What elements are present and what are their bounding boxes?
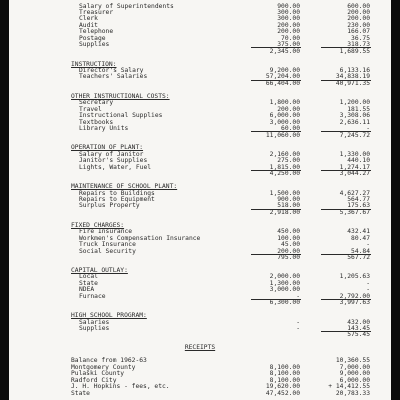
budget-total: 2,345.00 [269, 47, 300, 55]
line-item-label: NDEA [79, 286, 95, 294]
line-item-label: Furnace [79, 292, 106, 300]
budget-amount: - [296, 325, 300, 332]
actual-amount: 10,360.55 [335, 357, 370, 365]
budget-amount: 450.00 [277, 228, 300, 236]
line-item-label: Radford City [71, 376, 117, 384]
actual-total: 575.45 [347, 331, 370, 339]
line-item-label: Supplies [79, 325, 110, 332]
budget-amount: 275.00 [277, 157, 300, 165]
budget-amount: 45.00 [281, 241, 300, 249]
actual-amount: 181.55 [347, 105, 370, 113]
actual-amount: 9,000.00 [339, 370, 370, 378]
budget-amount: 19,620.00 [265, 383, 300, 391]
subtotal-rule [321, 170, 371, 171]
line-item-label: State [79, 279, 98, 287]
budget-amount: 3,000.00 [269, 118, 300, 126]
actual-amount: 4,627.27 [339, 189, 370, 197]
budget-amount: 200.00 [277, 105, 300, 113]
actual-amount: 564.77 [347, 196, 370, 203]
actual-total: 5,367.67 [339, 208, 370, 216]
budget-amount: 1,500.00 [269, 189, 300, 197]
budget-total: 4,250.00 [269, 170, 300, 178]
line-item-label: Fire Insurance [79, 228, 133, 236]
line-item-label: Local [79, 273, 98, 281]
actual-amount: 34,838.19 [335, 73, 370, 81]
budget-amount: - [296, 318, 300, 326]
line-item-label: Truck Insurance [79, 241, 136, 249]
line-item-row [9, 390, 391, 397]
budget-amount: 57,204.00 [265, 73, 300, 81]
budget-amount: 8,100.00 [269, 376, 300, 384]
actual-amount: - [366, 286, 370, 294]
budget-amount: 2,000.00 [269, 273, 300, 281]
actual-amount: 1,205.63 [339, 273, 370, 281]
budget-amount: 1,815.00 [269, 163, 300, 171]
line-item-label: Balance from 1962-63 [71, 357, 147, 365]
line-item-label: Janitor's Supplies [79, 157, 148, 165]
actual-total: 567.72 [347, 254, 370, 262]
actual-amount: 1,200.00 [339, 99, 370, 107]
line-item-label: Postage [79, 34, 106, 42]
subtotal-rule [251, 170, 301, 171]
budget-amount: 47,452.00 [265, 389, 300, 397]
subtotal-rule [321, 80, 371, 81]
actual-amount: 166.07 [347, 28, 370, 36]
budget-total: 11,060.00 [265, 131, 300, 139]
line-item-label: J. H. Hopkins - fees, etc. [71, 383, 170, 391]
line-item-label: Director's Salary [79, 67, 144, 74]
actual-amount: 318.73 [347, 41, 370, 49]
line-item-label: Teachers' Salaries [79, 73, 148, 81]
line-item-label: Supplies [79, 41, 110, 49]
section-header-label: OTHER INSTRUCTIONAL COSTS: [71, 92, 170, 100]
subtotal-rule [321, 299, 371, 300]
actual-amount: 3,308.06 [339, 112, 370, 120]
section-header-label: FIXED CHARGES: [71, 221, 125, 229]
line-item-label: Social Security [79, 247, 136, 255]
line-item-label: Secretary [79, 99, 114, 107]
section-header-label: MAINTENANCE OF SCHOOL PLANT: [71, 183, 178, 191]
section-header-label: OPERATION OF PLANT: [71, 144, 144, 152]
document-page [9, 0, 391, 400]
budget-amount: 200.00 [277, 247, 300, 255]
actual-amount: 143.45 [347, 325, 370, 332]
budget-amount: 8,100.00 [269, 363, 300, 371]
budget-amount: 100.00 [277, 234, 300, 242]
budget-amount: 8,100.00 [269, 370, 300, 378]
actual-amount: 600.00 [347, 2, 370, 10]
section-header-label: INSTRUCTION: [71, 60, 117, 68]
budget-total: 2,918.00 [269, 208, 300, 216]
actual-total: 40,971.35 [335, 79, 370, 87]
actual-amount: 432.00 [347, 318, 370, 326]
subtotal-rule [251, 299, 301, 300]
line-item-label: Audit [79, 21, 98, 29]
budget-amount: 300.00 [277, 8, 300, 16]
actual-amount: - [366, 125, 370, 133]
subtotal-rule [321, 254, 371, 255]
subtotal-rule [321, 331, 371, 332]
budget-amount: 1,800.00 [269, 99, 300, 107]
subtotal-rule [251, 209, 301, 210]
actual-amount: 175.63 [347, 202, 370, 210]
actual-amount: + 14,412.55 [328, 383, 370, 391]
actual-amount: 7,000.00 [339, 363, 370, 371]
budget-amount: 9,200.00 [269, 67, 300, 74]
subtotal-rule [251, 80, 301, 81]
subtotal-rule [251, 131, 301, 132]
budget-amount: 200.00 [277, 28, 300, 36]
budget-total: 66,404.00 [265, 79, 300, 87]
actual-amount: 200.00 [347, 15, 370, 23]
budget-amount: 518.00 [277, 202, 300, 210]
line-item-label: Montgomery County [71, 363, 136, 371]
budget-amount: 3,000.00 [269, 286, 300, 294]
budget-amount: 70.00 [281, 34, 300, 42]
subtotal-rule [321, 131, 371, 132]
actual-amount: 432.41 [347, 228, 370, 236]
actual-amount: 2,792.00 [339, 292, 370, 300]
budget-amount: 900.00 [277, 196, 300, 203]
actual-amount: 230.00 [347, 21, 370, 29]
line-item-label: Instructional Supplies [79, 112, 163, 120]
section-header-label: HIGH SCHOOL PROGRAM: [71, 312, 147, 320]
section-title: RECEIPTS [184, 344, 216, 352]
subtotal-rule [251, 254, 301, 255]
actual-total: 3,044.27 [339, 170, 370, 178]
line-item-label: Library Units [79, 125, 129, 133]
line-item-label: Repairs to Equipment [79, 196, 155, 203]
actual-amount: 440.10 [347, 157, 370, 165]
budget-total: 6,300.00 [269, 299, 300, 307]
budget-amount: - [296, 292, 300, 300]
line-item-label: Salaries [79, 318, 110, 326]
line-item-label: Repairs to Buildings [79, 189, 155, 197]
actual-amount: - [366, 241, 370, 249]
budget-amount: 300.00 [277, 15, 300, 23]
line-item-label: Lights, Water, Fuel [79, 163, 152, 171]
line-item-label: State [71, 389, 90, 397]
budget-amount: 6,000.00 [269, 112, 300, 120]
actual-amount: 20,783.33 [335, 389, 370, 397]
section-header-label: CAPITAL OUTLAY: [71, 266, 128, 274]
actual-amount: 200.00 [347, 8, 370, 16]
actual-amount: 1,274.17 [339, 163, 370, 171]
budget-total: 795.00 [277, 254, 300, 262]
budget-amount: 1,300.00 [269, 279, 300, 287]
subtotal-rule [251, 47, 301, 48]
line-item-label: Salary of Janitor [79, 150, 144, 158]
subtotal-rule [321, 209, 371, 210]
actual-amount: 54.84 [351, 247, 370, 255]
actual-amount: - [366, 279, 370, 287]
budget-amount: 375.00 [277, 41, 300, 49]
budget-amount: 2,160.00 [269, 150, 300, 158]
line-item-label: Travel [79, 105, 102, 113]
budget-amount: 200.00 [277, 21, 300, 29]
line-item-label: Salary of Superintendents [79, 2, 174, 10]
actual-amount: 36.75 [351, 34, 370, 42]
line-item-label: Surplus Property [79, 202, 140, 210]
line-item-label: Clerk [79, 15, 98, 23]
line-item-label: Treasurer [79, 8, 114, 16]
line-item-label: Telephone [79, 28, 114, 36]
actual-total: 7,245.72 [339, 131, 370, 139]
actual-amount: 80.47 [351, 234, 370, 242]
actual-amount: 1,330.00 [339, 150, 370, 158]
line-item-label: Workmen's Compensation Insurance [79, 234, 201, 242]
budget-amount: 60.00 [281, 125, 300, 133]
actual-amount: 6,000.00 [339, 376, 370, 384]
subtotal-rule [321, 47, 371, 48]
line-item-label: Pulaski County [71, 370, 125, 378]
line-item-label: Textbooks [79, 118, 114, 126]
actual-total: 3,997.63 [339, 299, 370, 307]
actual-amount: 2,636.11 [339, 118, 370, 126]
actual-amount: 6,133.16 [339, 67, 370, 74]
budget-amount: 900.00 [277, 2, 300, 10]
actual-total: 1,689.55 [339, 47, 370, 55]
